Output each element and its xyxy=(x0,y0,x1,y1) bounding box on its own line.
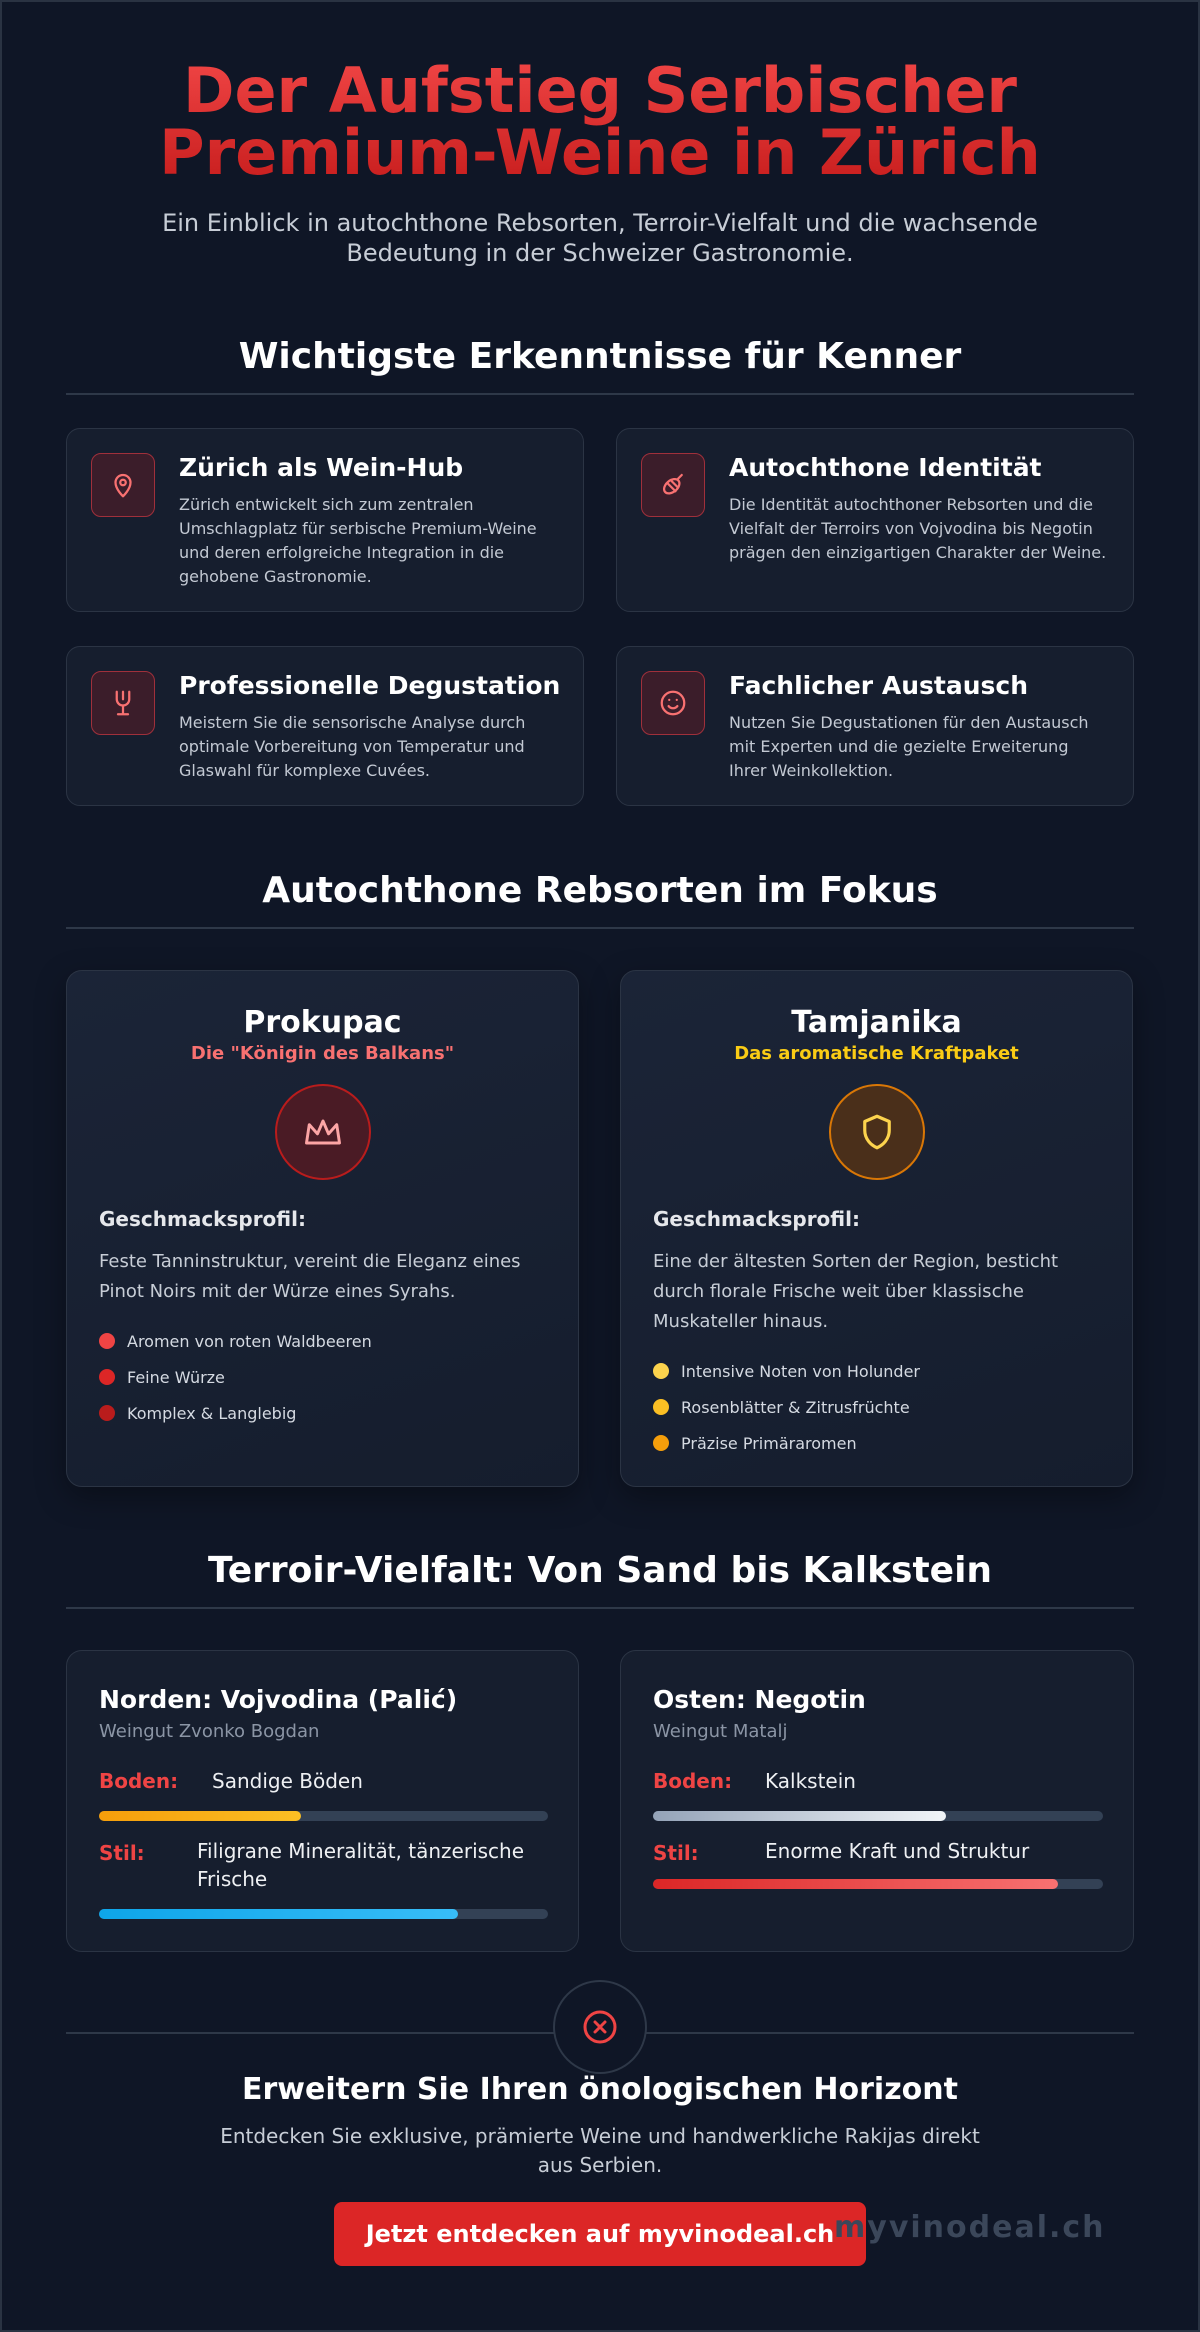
insight-card-title: Fachlicher Austausch xyxy=(729,671,1028,700)
region-title: Norden: Vojvodina (Palić) xyxy=(99,1685,458,1714)
insight-card-text: Zürich entwickelt sich zum zentralen Umschlagplatz für serbische Premium-Weine und deren erfolgreiche Integration in die gehobene Gastronomie. xyxy=(179,495,537,586)
winery-name: Weingut Matalj xyxy=(653,1721,788,1742)
profile-label: Geschmacksprofil: xyxy=(653,1207,860,1231)
grape-name: Prokupac xyxy=(243,1005,402,1040)
grape-card-prokupac xyxy=(66,970,579,1487)
soil-label: Boden: xyxy=(99,1769,179,1793)
insight-card-text: Die Identität autochthoner Rebsorten und die Vielfalt der Terroirs von Vojvodina bis Negotin prägen den einzigartigen Charakter der Weine. xyxy=(729,495,1107,562)
grapes-heading: Autochthone Rebsorten im Fokus xyxy=(262,870,938,911)
list-item: Intensive Noten von Holunder xyxy=(653,1353,920,1389)
soil-bar xyxy=(653,1811,1103,1821)
style-value: Filigrane Mineralität, tänzerische Frische xyxy=(197,1839,525,1891)
bullet-dot xyxy=(99,1369,115,1385)
list-item: Präzise Primäraromen xyxy=(653,1425,920,1461)
terroir-divider xyxy=(66,1607,1134,1609)
bullet-dot xyxy=(653,1363,669,1379)
insights-divider xyxy=(66,393,1134,395)
aroma-list xyxy=(99,1323,372,1431)
insight-card-title: Autochthone Identität xyxy=(729,453,1042,482)
profile-label: Geschmacksprofil: xyxy=(99,1207,306,1231)
grape-card-tamjanika xyxy=(620,970,1133,1487)
shield-icon xyxy=(829,1084,925,1180)
profile-text: Eine der ältesten Sorten der Region, besticht durch florale Frische weit über klassische Muskateller hinaus. xyxy=(653,1251,1059,1332)
style-bar-fill xyxy=(99,1909,458,1919)
insight-card-title: Zürich als Wein-Hub xyxy=(179,453,464,482)
insight-card-identity xyxy=(616,428,1134,612)
bullet-dot xyxy=(653,1435,669,1451)
crown-icon xyxy=(275,1084,371,1180)
grape-name: Tamjanika xyxy=(791,1005,962,1040)
bullet-dot xyxy=(99,1405,115,1421)
style-bar-fill xyxy=(653,1879,1058,1889)
terroir-heading: Terroir-Vielfalt: Von Sand bis Kalkstein xyxy=(207,1550,993,1591)
map-pin-icon xyxy=(91,453,155,517)
list-item: Komplex & Langlebig xyxy=(99,1395,372,1431)
list-item: Feine Würze xyxy=(99,1359,372,1395)
grapes-divider xyxy=(66,927,1134,929)
page-title: Der Aufstieg Serbischer Premium-Weine in Zürich xyxy=(0,60,1200,184)
grape-icon xyxy=(641,453,705,517)
winery-name: Weingut Zvonko Bogdan xyxy=(99,1721,320,1742)
region-title: Osten: Negotin xyxy=(653,1685,866,1714)
insight-card-tasting xyxy=(66,646,584,806)
smiley-icon xyxy=(641,671,705,735)
discover-button[interactable]: Jetzt entdecken auf myvinodeal.ch xyxy=(334,2202,866,2266)
cta-text: Entdecken Sie exklusive, prämierte Weine und handwerkliche Rakijas direkt aus Serbien. xyxy=(220,2124,980,2177)
soil-label: Boden: xyxy=(653,1769,733,1793)
insight-card-title: Professionelle Degustation xyxy=(179,671,561,700)
style-value: Enorme Kraft und Struktur xyxy=(765,1839,1030,1863)
style-bar xyxy=(99,1909,548,1919)
style-bar xyxy=(653,1879,1103,1889)
insight-card-exchange xyxy=(616,646,1134,806)
bullet-dot xyxy=(653,1399,669,1415)
style-label: Stil: xyxy=(653,1841,699,1865)
soil-value: Kalkstein xyxy=(765,1769,856,1793)
insight-card-text: Nutzen Sie Degustationen für den Austausch mit Experten und die gezielte Erweiterung Ihrer Weinkollektion. xyxy=(729,713,1089,780)
brand-watermark: myvinodeal.ch xyxy=(834,2210,1106,2245)
soil-bar xyxy=(99,1811,548,1821)
grape-tagline: Das aromatische Kraftpaket xyxy=(734,1043,1019,1064)
terroir-card-negotin xyxy=(620,1650,1134,1952)
terroir-card-vojvodina xyxy=(66,1650,579,1952)
profile-text: Feste Tanninstruktur, vereint die Eleganz eines Pinot Noirs mit der Würze eines Syrahs. xyxy=(99,1251,521,1302)
insight-card-text: Meistern Sie die sensorische Analyse durch optimale Vorbereitung von Temperatur und Glaswahl für komplexe Cuvées. xyxy=(179,713,526,780)
bullet-dot xyxy=(99,1333,115,1349)
soil-bar-fill xyxy=(99,1811,301,1821)
soil-value: Sandige Böden xyxy=(212,1769,363,1793)
cta-title: Erweitern Sie Ihren önologischen Horizont xyxy=(241,2072,958,2107)
grape-tagline: Die "Königin des Balkans" xyxy=(190,1043,455,1064)
wine-glass-icon xyxy=(91,671,155,735)
style-label: Stil: xyxy=(99,1841,145,1865)
list-item: Rosenblätter & Zitrusfrüchte xyxy=(653,1389,920,1425)
page-subtitle: Ein Einblick in autochthone Rebsorten, Terroir-Vielfalt und die wachsende Bedeutung in der Schweizer Gastronomie. xyxy=(162,209,1038,267)
list-item: Aromen von roten Waldbeeren xyxy=(99,1323,372,1359)
insight-card-zuerich xyxy=(66,428,584,612)
aroma-list xyxy=(653,1353,920,1461)
close-circle-icon xyxy=(553,1980,647,2074)
soil-bar-fill xyxy=(653,1811,946,1821)
insights-heading: Wichtigste Erkenntnisse für Kenner xyxy=(238,336,962,377)
